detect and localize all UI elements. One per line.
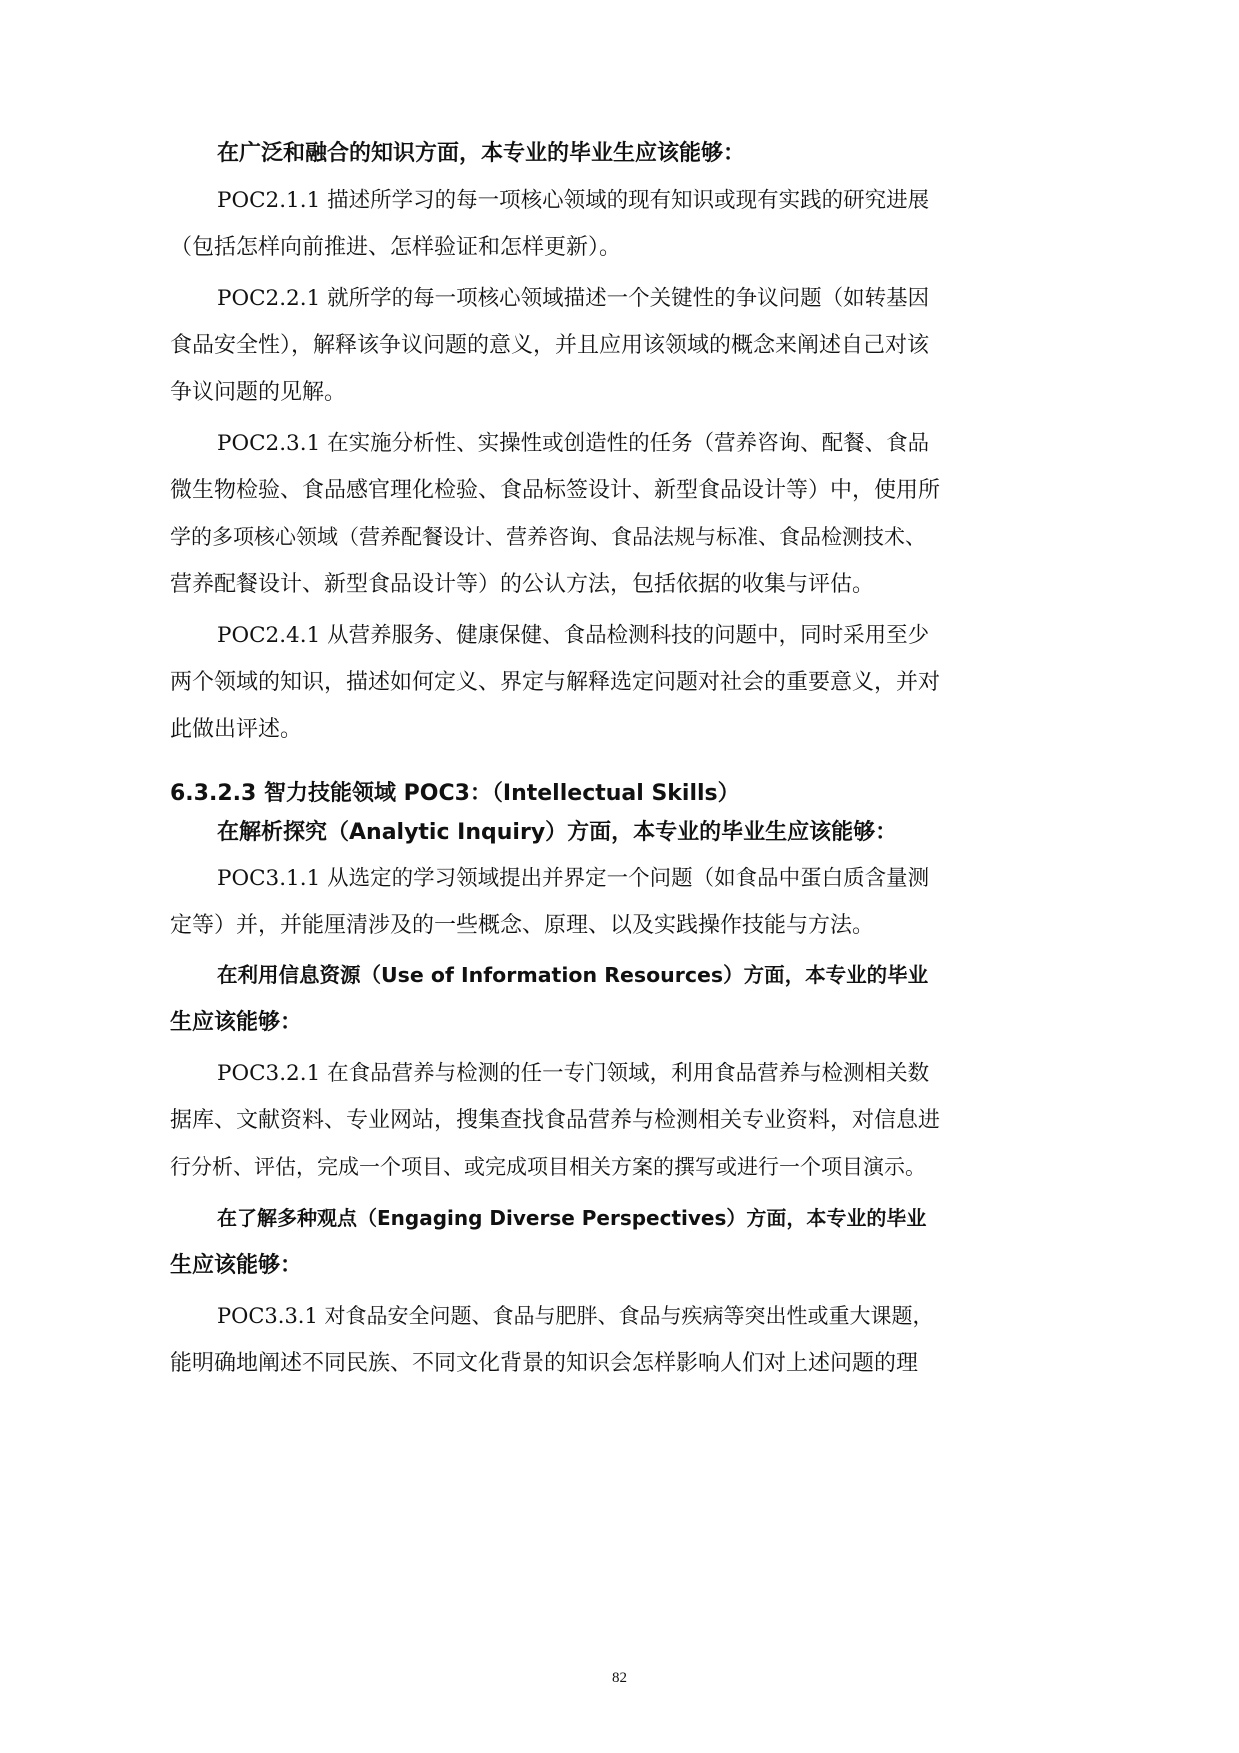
text-line: 学的多项核心领域（营养配餐设计、营养咨询、食品法规与标准、食品检测技术、 xyxy=(170,525,926,549)
text-line: 营养配餐设计、新型食品设计等）的公认方法，包括依据的收集与评估。 xyxy=(170,572,875,597)
page-number: 82 xyxy=(612,1670,627,1686)
text-line: POC2.2.1 就所学的每一项核心领域描述一个关键性的争议问题（如转基因 xyxy=(217,286,930,311)
text-line: 能明确地阐述不同民族、不同文化背景的知识会怎样影响人们对上述问题的理 xyxy=(170,1351,919,1376)
text-line: （包括怎样向前推进、怎样验证和怎样更新）。 xyxy=(170,235,622,260)
paragraph-heading-perspectives: 在了解多种观点（Engaging Diverse Perspectives）方面，本专业的毕业 xyxy=(217,1206,927,1230)
text-line: POC2.4.1 从营养服务、健康保健、食品检测科技的问题中，同时采用至少 xyxy=(217,623,930,648)
text-line: 食品安全性），解释该争议问题的意义，并且应用该领域的概念来阐述自己对该 xyxy=(170,333,930,358)
text-line: 生应该能够： xyxy=(170,1253,303,1278)
paragraph-heading-knowledge: 在广泛和融合的知识方面，本专业的毕业生应该能够： xyxy=(217,141,746,166)
paragraph-heading-information: 在利用信息资源（Use of Information Resources）方面，本专业的毕业 xyxy=(217,963,929,987)
text-line: POC2.1.1 描述所学习的每一项核心领域的现有知识或现有实践的研究进展 xyxy=(217,188,930,213)
text-line: 定等）并，并能厘清涉及的一些概念、原理、以及实践操作技能与方法。 xyxy=(170,913,875,938)
text-line: 争议问题的见解。 xyxy=(170,380,347,405)
section-heading: 6.3.2.3 智力技能领域 POC3：（Intellectual Skills） xyxy=(170,781,740,806)
text-line: 两个领域的知识，描述如何定义、界定与解释选定问题对社会的重要意义，并对 xyxy=(170,670,941,695)
text-line: POC2.3.1 在实施分析性、实操性或创造性的任务（营养咨询、配餐、食品 xyxy=(217,431,930,456)
text-line: POC3.1.1 从选定的学习领域提出并界定一个问题（如食品中蛋白质含量测 xyxy=(217,866,930,891)
text-line: 此做出评述。 xyxy=(170,717,303,742)
text-line: 据库、文献资料、专业网站，搜集查找食品营养与检测相关专业资料，对信息进 xyxy=(170,1108,941,1133)
text-line: 微生物检验、食品感官理化检验、食品标签设计、新型食品设计等）中，使用所 xyxy=(170,478,941,503)
paragraph-heading-analytic: 在解析探究（Analytic Inquiry）方面，本专业的毕业生应该能够： xyxy=(217,820,898,845)
text-line: POC3.3.1 对食品安全问题、食品与肥胖、食品与疾病等突出性或重大课题， xyxy=(217,1304,934,1328)
text-line: POC3.2.1 在食品营养与检测的任一专门领域，利用食品营养与检测相关数 xyxy=(217,1061,930,1086)
text-line: 生应该能够： xyxy=(170,1010,303,1035)
text-line: 行分析、评估，完成一个项目、或完成项目相关方案的撰写或进行一个项目演示。 xyxy=(170,1155,926,1179)
